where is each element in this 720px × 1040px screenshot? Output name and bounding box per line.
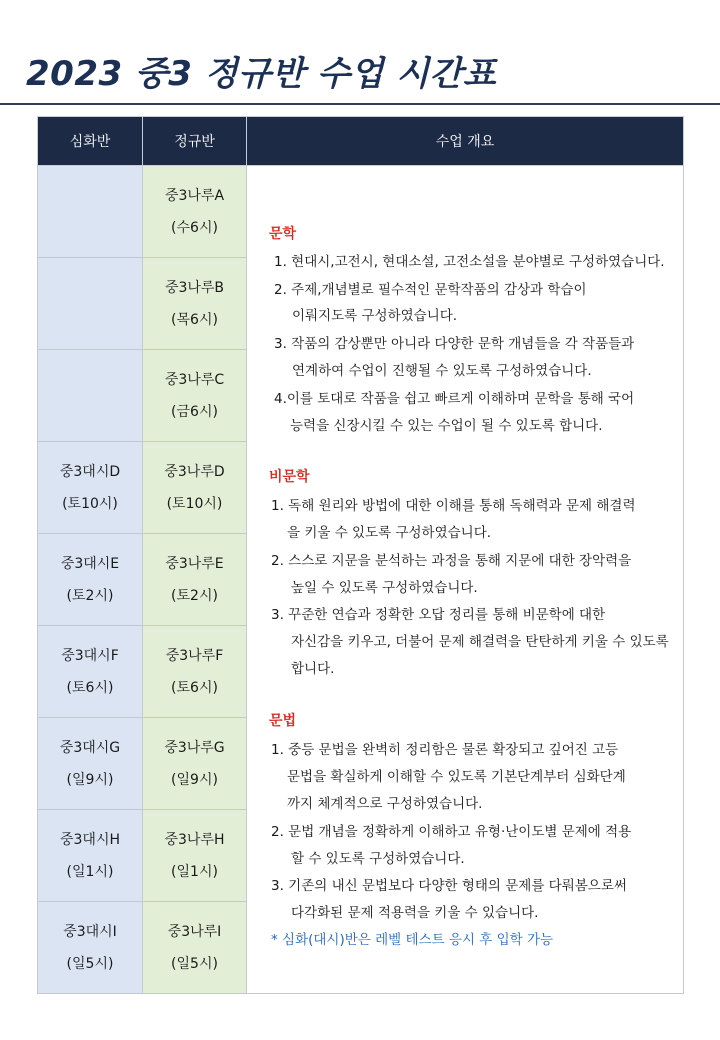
regular-class-name: 중3나루D — [164, 463, 225, 480]
regular-class-time: (일9시) — [171, 771, 218, 788]
grammar-item: 2. 문법 개념을 정확하게 이해하고 유형·난이도별 문제에 적용 — [271, 824, 632, 840]
regular-class-time: (일1시) — [171, 863, 218, 880]
literature-item: 1. 현대시,고전시, 현대소설, 고전소설을 분야별로 구성하였습니다. — [274, 254, 665, 270]
advanced-class-cell — [38, 718, 143, 810]
regular-class-time: (일5시) — [171, 955, 218, 972]
advanced-class-name: 중3대시I — [63, 923, 117, 940]
advanced-class-cell — [38, 166, 143, 258]
regular-class-cell — [143, 810, 247, 902]
advanced-class-cell — [38, 810, 143, 902]
nonliterature-item: 자신감을 키우고, 더불어 문제 해결력을 탄탄하게 키울 수 있도록 — [291, 634, 669, 650]
grammar-item: 1. 중등 문법을 완벽히 정리함은 물론 확장되고 깊어진 고등 — [271, 742, 619, 758]
advanced-class-name: 중3대시F — [61, 647, 119, 664]
overview-content — [247, 166, 683, 993]
advanced-class-time: (토6시) — [66, 679, 114, 696]
table-header-row — [38, 117, 684, 166]
header-regular: 정규반 — [143, 117, 247, 166]
advanced-class-cell — [38, 350, 143, 442]
advanced-class-time: (토2시) — [66, 587, 114, 604]
header-advanced: 심화반 — [38, 117, 143, 166]
literature-item: 능력을 신장시킬 수 있는 수업이 될 수 있도록 합니다. — [290, 418, 603, 434]
grammar-item: 까지 체계적으로 구성하였습니다. — [287, 796, 483, 812]
page-title: 2023 중3 정규반 수업 시간표 — [26, 54, 497, 94]
nonliterature-item: 합니다. — [291, 661, 335, 677]
schedule-table — [37, 116, 684, 994]
nonliterature-item: 1. 독해 원리와 방법에 대한 이해를 통해 독해력과 문제 해결력 — [271, 498, 636, 514]
section-title-literature: 문학 — [269, 226, 297, 242]
advanced-class-name: 중3대시H — [59, 831, 120, 848]
regular-class-cell — [143, 442, 247, 534]
regular-class-name: 중3나루C — [164, 371, 225, 388]
advanced-class-cell — [38, 902, 143, 994]
literature-item: 4.이를 토대로 작품을 쉽고 빠르게 이해하며 문학을 통해 국어 — [274, 391, 635, 407]
advanced-class-name: 중3대시G — [59, 739, 121, 756]
advanced-class-time: (일5시) — [66, 955, 114, 972]
overview-cell — [247, 166, 684, 994]
regular-class-time: (수6시) — [171, 219, 218, 236]
regular-class-cell — [143, 902, 247, 994]
regular-class-time: (토10시) — [166, 495, 223, 512]
regular-class-cell — [143, 626, 247, 718]
regular-class-name: 중3나루E — [165, 555, 224, 572]
section-title-nonliterature: 비문학 — [269, 469, 310, 485]
literature-item: 3. 작품의 감상뿐만 아니라 다양한 문학 개념들을 각 작품들과 — [274, 336, 635, 352]
grammar-item: 3. 기존의 내신 문법보다 다양한 형태의 문제를 다뤄봄으로써 — [271, 878, 627, 894]
advanced-class-time: (일9시) — [66, 771, 114, 788]
regular-class-time: (토6시) — [171, 679, 218, 696]
advanced-class-cell — [38, 258, 143, 350]
regular-class-name: 중3나루F — [165, 647, 224, 664]
regular-class-cell — [143, 350, 247, 442]
header-overview: 수업 개요 — [247, 117, 684, 166]
regular-class-name: 중3나루B — [164, 279, 225, 296]
regular-class-name: 중3나루H — [164, 831, 225, 848]
nonliterature-item: 2. 스스로 지문을 분석하는 과정을 통해 지문에 대한 장악력을 — [271, 553, 632, 569]
literature-item: 이뤄지도록 구성하였습니다. — [292, 308, 458, 324]
regular-class-name: 중3나루G — [164, 739, 225, 756]
advanced-class-name: 중3대시E — [60, 555, 120, 572]
section-title-grammar: 문법 — [269, 713, 297, 729]
regular-class-cell — [143, 166, 247, 258]
admission-note: * 심화(대시)반은 레벨 테스트 응시 후 입학 가능 — [271, 932, 554, 948]
grammar-item: 다각화된 문제 적용력을 키울 수 있습니다. — [291, 905, 539, 921]
regular-class-name: 중3나루A — [164, 187, 225, 204]
regular-class-cell — [143, 258, 247, 350]
nonliterature-item: 을 키울 수 있도록 구성하였습니다. — [287, 525, 492, 541]
nonliterature-item: 3. 꾸준한 연습과 정확한 오답 정리를 통해 비문학에 대한 — [271, 607, 606, 623]
regular-class-cell — [143, 718, 247, 810]
literature-item: 2. 주제,개념별로 필수적인 문학작품의 감상과 학습이 — [274, 282, 587, 298]
nonliterature-item: 높일 수 있도록 구성하였습니다. — [291, 580, 478, 596]
grammar-item: 문법을 확실하게 이해할 수 있도록 기본단계부터 심화단계 — [287, 769, 626, 785]
advanced-class-time: (토10시) — [62, 495, 118, 512]
literature-item: 연계하여 수업이 진행될 수 있도록 구성하였습니다. — [292, 363, 592, 379]
table-row — [38, 166, 684, 258]
advanced-class-time: (일1시) — [66, 863, 114, 880]
advanced-class-cell — [38, 442, 143, 534]
regular-class-name: 중3나루I — [167, 923, 222, 940]
advanced-class-cell — [38, 534, 143, 626]
grammar-item: 할 수 있도록 구성하였습니다. — [291, 851, 465, 867]
regular-class-time: (목6시) — [171, 311, 218, 328]
regular-class-cell — [143, 534, 247, 626]
advanced-class-cell — [38, 626, 143, 718]
regular-class-time: (토2시) — [171, 587, 218, 604]
regular-class-time: (금6시) — [171, 403, 218, 420]
title-divider — [0, 103, 720, 105]
advanced-class-name: 중3대시D — [59, 463, 121, 480]
